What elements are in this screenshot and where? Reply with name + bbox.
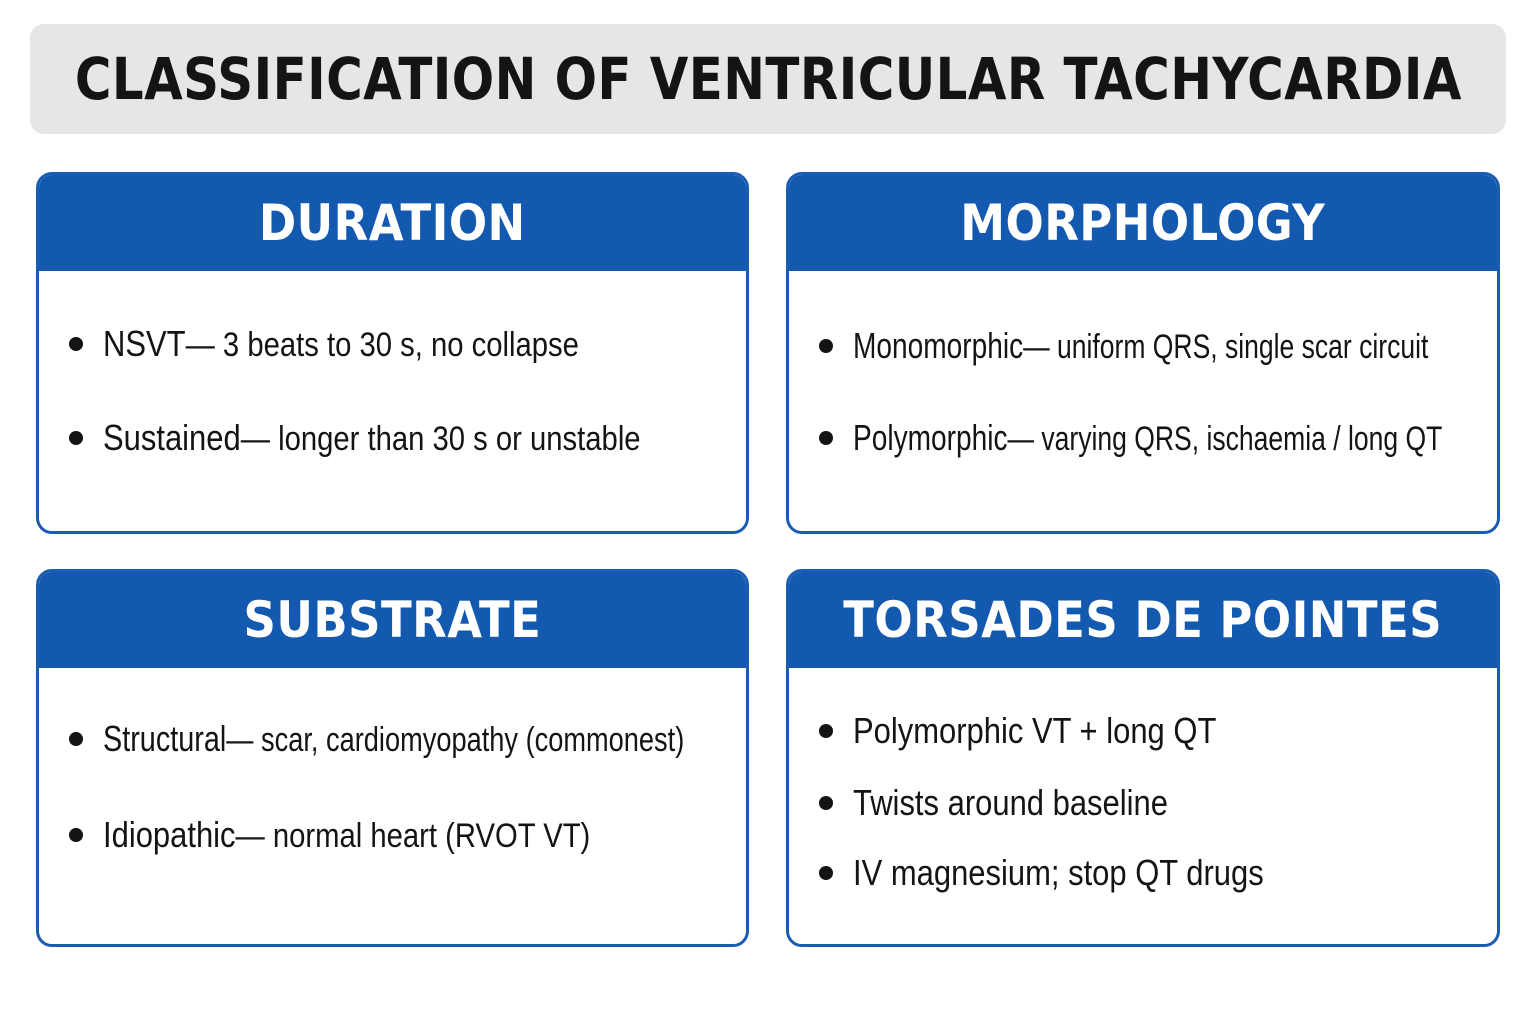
bullet-dot-icon [69,732,83,746]
card-heading: TORSADES DE POINTES [843,591,1443,649]
item-term: Polymorphic [853,417,1008,458]
list-item [69,417,728,459]
item-term: Idiopathic [103,814,236,855]
page-title: CLASSIFICATION OF VENTRICULAR TACHYCARDIA [74,45,1462,113]
bullet-dot-icon [819,431,833,445]
card-torsades [786,569,1500,947]
bullet-dot-icon [819,866,833,880]
card-substrate [36,569,749,947]
list-item [69,814,670,856]
bullet-dot-icon [819,724,833,738]
item-desc: — 3 beats to 30 s, no collapse [185,326,579,364]
item-desc: — normal heart (RVOT VT) [235,817,591,855]
list-item [69,718,749,760]
card-header-morphology [789,175,1497,271]
item-desc: — scar, cardiomyopathy (commonest) [226,721,685,759]
bullet-dot-icon [69,431,83,445]
list-item [819,852,1331,894]
card-header-duration [39,175,746,271]
card-heading: MORPHOLOGY [960,194,1326,252]
item-term: NSVT [103,323,186,364]
card-heading: SUBSTRATE [243,591,542,649]
bullet-dot-icon [69,337,83,351]
card-duration [36,172,749,534]
list-item [69,323,656,365]
item-term: Structural [103,718,227,759]
card-header-substrate [39,572,746,668]
list-item [819,417,1500,459]
item-term: IV magnesium; stop QT drugs [853,852,1264,893]
item-desc: — varying QRS, ischaemia / long QT [1007,420,1443,458]
bullet-dot-icon [819,339,833,353]
card-morphology [786,172,1500,534]
item-term: Monomorphic [853,325,1024,366]
bullet-dot-icon [69,828,83,842]
list-item [819,710,1276,752]
bullet-dot-icon [819,796,833,810]
item-desc: — uniform QRS, single scar circuit [1023,328,1429,366]
item-desc: — longer than 30 s or unstable [240,420,641,458]
title-bar [30,24,1506,134]
list-item [819,782,1219,824]
item-term: Sustained [103,417,241,458]
card-heading: DURATION [259,194,526,252]
item-term: Twists around baseline [853,782,1168,823]
card-header-torsades [789,572,1497,668]
item-term: Polymorphic VT + long QT [853,710,1217,751]
list-item [819,325,1500,367]
